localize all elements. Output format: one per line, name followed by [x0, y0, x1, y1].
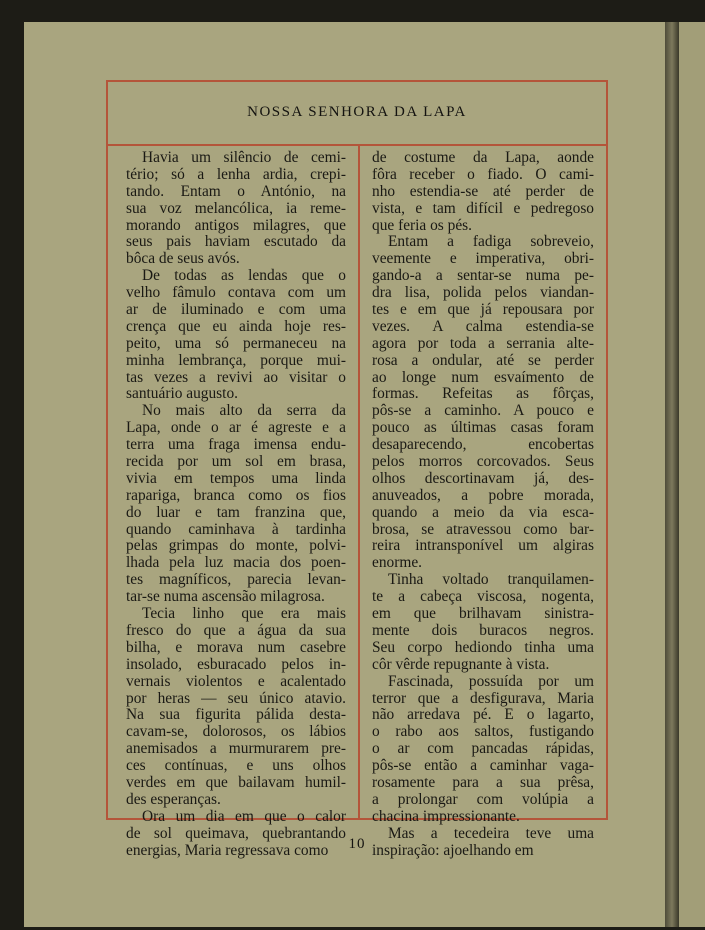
- text-line: pôs-se então a caminhar vaga-: [372, 757, 594, 775]
- text-line: Tinha voltado tranquilamen-: [388, 571, 594, 589]
- text-line: desaparecendo, encobertas: [372, 436, 594, 454]
- text-line: verdes em que bailavam humil-: [126, 773, 346, 791]
- text-line: olhos descortinavam já, des-: [372, 469, 594, 487]
- text-line: recida por um sol em brasa,: [126, 453, 346, 471]
- text-line: vivia em tempos uma linda: [126, 469, 346, 487]
- text-line: Havia um silêncio de cemi-: [142, 149, 346, 166]
- text-line: de costume da Lapa, aonde: [372, 149, 594, 166]
- text-line: rosamente para a sua prêsa,: [372, 773, 594, 791]
- column-divider: [358, 146, 360, 818]
- text-line: pouco as últimas casas foram: [372, 419, 594, 437]
- text-line: Entam a fadiga sobreveio,: [388, 233, 594, 251]
- text-line: que feria os pés.: [372, 216, 473, 234]
- text-line: bilha, e morava num casebre: [126, 638, 346, 656]
- text-line: insolado, esburacado pelos in-: [126, 655, 346, 673]
- text-line: santuário augusto.: [126, 385, 238, 403]
- text-line: des esperanças.: [126, 790, 221, 808]
- text-line: terror que a desfigurava, Maria: [372, 689, 594, 707]
- text-line: De todas as lendas que o: [142, 267, 346, 285]
- text-line: pelos morros corcovados. Seus: [372, 453, 594, 471]
- text-line: reira intransponível um algiras: [372, 537, 594, 555]
- text-line: minha lembrança, porque mui-: [126, 351, 346, 369]
- text-line: tando. Entam o António, na: [126, 182, 346, 200]
- text-line: ces contínuas, e uns olhos: [126, 757, 346, 775]
- text-line: cavam-se, dolorosos, os lábios: [126, 723, 346, 741]
- text-line: sua voz melancólica, ia reme-: [126, 199, 346, 217]
- left-text-column: [126, 150, 346, 859]
- text-line: quando a meio da via esca-: [372, 503, 594, 521]
- text-line: tério; só a lenha ardia, crepi-: [126, 165, 346, 183]
- text-line: peito, uma só permaneceu na: [126, 334, 346, 352]
- text-line: Lapa, onde o ar é agreste e a: [126, 419, 346, 437]
- text-line: pôs-se a caminho. A pouco e: [372, 402, 594, 420]
- text-line: No mais alto da serra da: [142, 402, 346, 420]
- text-line: de sol queimava, quebrantando: [126, 824, 346, 842]
- text-line: côr vêrde repugnante à vista.: [372, 655, 550, 673]
- text-line: fôra receber o fiado. O cami-: [372, 165, 594, 183]
- text-line: mente dois buracos negros.: [372, 621, 594, 639]
- text-line: gando-a a sentar-se numa pe-: [372, 267, 594, 285]
- text-line: a prolongar com volúpia a: [372, 790, 594, 808]
- text-line: dra lisa, polida pelos viandan-: [372, 284, 594, 302]
- text-line: rapariga, branca como os fios: [126, 486, 346, 504]
- text-line: agora por toda a serrania alte-: [372, 334, 594, 352]
- text-line: quando caminhava à tardinha: [126, 520, 346, 538]
- text-line: Tecia linho que era mais: [142, 605, 346, 623]
- text-line: tes magníficos, parecia levan-: [126, 571, 346, 589]
- page-title: NOSSA SENHORA DA LAPA: [247, 104, 467, 120]
- text-line: enorme.: [372, 554, 422, 572]
- text-line: do luar e tam franzina que,: [126, 503, 346, 521]
- text-line: o ar com pancadas rápidas,: [372, 740, 594, 758]
- text-line: crença que eu ainda hoje res-: [126, 317, 346, 335]
- text-line: lhada pela luz macia dos poen-: [126, 554, 346, 572]
- text-line: Ora um dia em que o calor: [142, 807, 346, 825]
- text-line: terra uma fraga imensa endu-: [126, 436, 346, 454]
- text-line: Fascinada, possuída por um: [388, 672, 594, 690]
- text-line: veemente e imperativa, obri-: [372, 250, 594, 268]
- text-line: em que brilhavam sinistra-: [372, 605, 594, 623]
- text-line: seus pais haviam escutado da: [126, 233, 346, 251]
- text-line: brosa, se atravessou como bar-: [372, 520, 594, 538]
- text-line: vezes. A calma estendia-se: [372, 317, 594, 335]
- text-line: inspiração: ajoelhando em: [372, 841, 534, 859]
- text-line: por heras — seu único atavio.: [126, 689, 346, 707]
- text-line: chacina impressionante.: [372, 807, 520, 825]
- text-line: Na sua figurita pálida desta-: [126, 706, 346, 724]
- text-line: anuveados, a pobre morada,: [372, 486, 594, 504]
- text-line: energias, Maria regressava como: [126, 841, 329, 859]
- right-text-column: [372, 150, 594, 859]
- text-line: anemisados a murmurarem pre-: [126, 740, 346, 758]
- text-line: ar de iluminado e com uma: [126, 301, 346, 319]
- text-line: Mas a tecedeira teve uma: [388, 824, 594, 842]
- text-line: ao longe num esvaímento de: [372, 368, 594, 386]
- header-divider: [106, 144, 608, 146]
- adjacent-page-edge: [679, 22, 705, 927]
- text-line: velho fâmulo contava com um: [126, 284, 346, 302]
- text-line: morando antigos milagres, que: [126, 216, 346, 234]
- book-spine: [665, 22, 679, 927]
- page-number: 10: [348, 836, 366, 852]
- text-line: bôca de seus avós.: [126, 250, 240, 268]
- text-line: rosa a ondular, até se perder: [372, 351, 594, 369]
- text-line: vernais violentos e acalentado: [126, 672, 346, 690]
- text-line: Seu corpo hediondo tinha uma: [372, 638, 594, 656]
- text-line: não arredava pé. E o lagarto,: [372, 706, 594, 724]
- text-line: fresco do que a água da sua: [126, 621, 346, 639]
- text-line: pelas grimpas do monte, polvi-: [126, 537, 346, 555]
- text-line: vista, e tam difícil e pedregoso: [372, 199, 594, 217]
- text-line: nho estendia-se até perder de: [372, 182, 594, 200]
- text-line: tes e em que já repousara por: [372, 301, 594, 319]
- text-line: tas vezes a revivi ao visitar o: [126, 368, 346, 386]
- text-line: te a cabeça viscosa, nogenta,: [372, 588, 594, 606]
- text-line: o rabo aos saltos, fustigando: [372, 723, 594, 741]
- text-line: tar-se numa ascensão milagrosa.: [126, 588, 325, 606]
- text-line: formas. Refeitas as fôrças,: [372, 385, 594, 403]
